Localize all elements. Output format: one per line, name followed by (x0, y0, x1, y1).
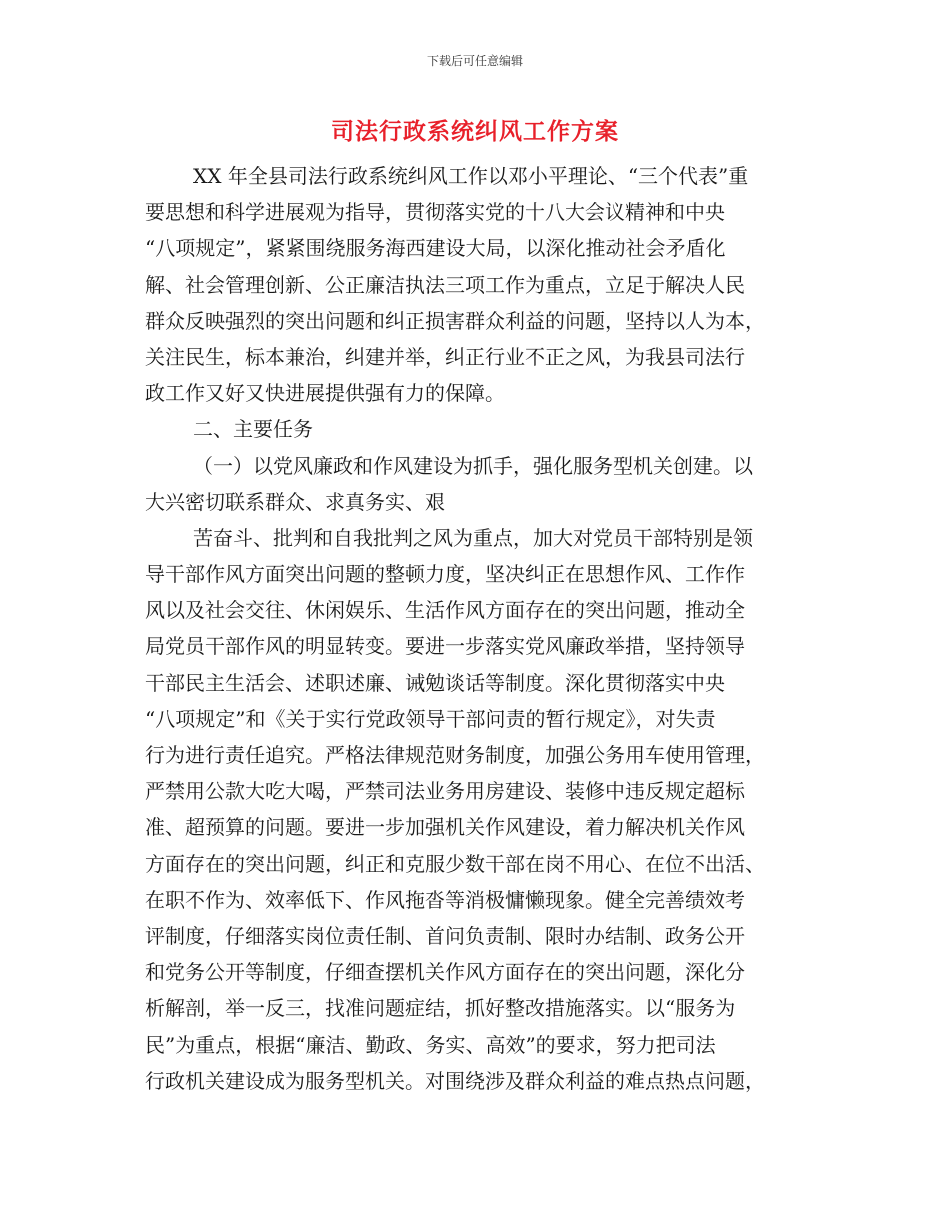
text-line: 析解剖，举一反三，找准问题症结，抓好整改措施落实。以“服务为 (145, 996, 736, 1021)
text-line: “八项规定”和《关于实行党政领导干部问责的暂行规定》，对失责 (145, 706, 716, 731)
document-body (145, 158, 805, 1099)
text-line: 导干部作风方面突出问题的整顿力度，坚决纠正在思想作风、工作作 (145, 562, 745, 587)
text-line: 群众反映强烈的突出问题和纠正损害群众利益的问题，坚持以人为本， (145, 308, 765, 333)
page-header-note: 下载后可任意编辑 (426, 54, 523, 68)
text-line: XX 年全县司法行政系统纠风工作以邓小平理论、“三个代表”重 (193, 164, 749, 188)
text-line: “八项规定”，紧紧围绕服务海西建设大局，以深化推动社会矛盾化 (145, 236, 726, 261)
text-line: 在职不作为、效率低下、作风拖沓等消极慵懒现象。健全完善绩效考 (145, 887, 745, 912)
text-line: 民”为重点，根据“廉洁、勤政、务实、高效”的要求，努力把司法 (145, 1032, 716, 1057)
text-line: 评制度，仔细落实岗位责任制、首问负责制、限时办结制、政务公开 (145, 923, 745, 948)
section-heading: 二、主要任务 (193, 417, 313, 442)
text-line: 准、超预算的问题。要进一步加强机关作风建设，着力解决机关作风 (145, 815, 745, 840)
text-line: 风以及社会交往、休闲娱乐、生活作风方面存在的突出问题，推动全 (145, 598, 745, 623)
text-line: 解、社会管理创新、公正廉洁执法三项工作为重点，立足于解决人民 (145, 272, 745, 297)
text-line: 行政机关建设成为服务型机关。对围绕涉及群众利益的难点热点问题， (145, 1068, 765, 1093)
text-line: （一）以党风廉政和作风建设为抓手，强化服务型机关创建。以 (193, 453, 753, 478)
document-title: 司法行政系统纠风工作方案 (331, 118, 619, 145)
text-line: 苦奋斗、批判和自我批判之风为重点，加大对党员干部特别是领 (193, 525, 753, 550)
text-line: 严禁用公款大吃大喝，严禁司法业务用房建设、装修中违反规定超标 (145, 779, 745, 804)
text-line: 政工作又好又快进展提供强有力的保障。 (145, 381, 505, 406)
text-line: 关注民生，标本兼治，纠建并举，纠正行业不正之风，为我县司法行 (145, 344, 745, 369)
text-line: 干部民主生活会、述职述廉、诫勉谈话等制度。深化贯彻落实中央 (145, 670, 725, 695)
text-line: 大兴密切联系群众、求真务实、艰 (145, 489, 445, 514)
text-line: 要思想和科学进展观为指导，贯彻落实党的十八大会议精神和中央 (145, 200, 725, 225)
text-line: 和党务公开等制度，仔细查摆机关作风方面存在的突出问题，深化分 (145, 960, 745, 985)
text-line: 行为进行责任追究。严格法律规范财务制度，加强公务用车使用管理， (145, 743, 765, 767)
text-line: 局党员干部作风的明显转变。要进一步落实党风廉政举措，坚持领导 (145, 634, 745, 659)
text-line: 方面存在的突出问题，纠正和克服少数干部在岗不用心、在位不出活、 (145, 851, 765, 876)
